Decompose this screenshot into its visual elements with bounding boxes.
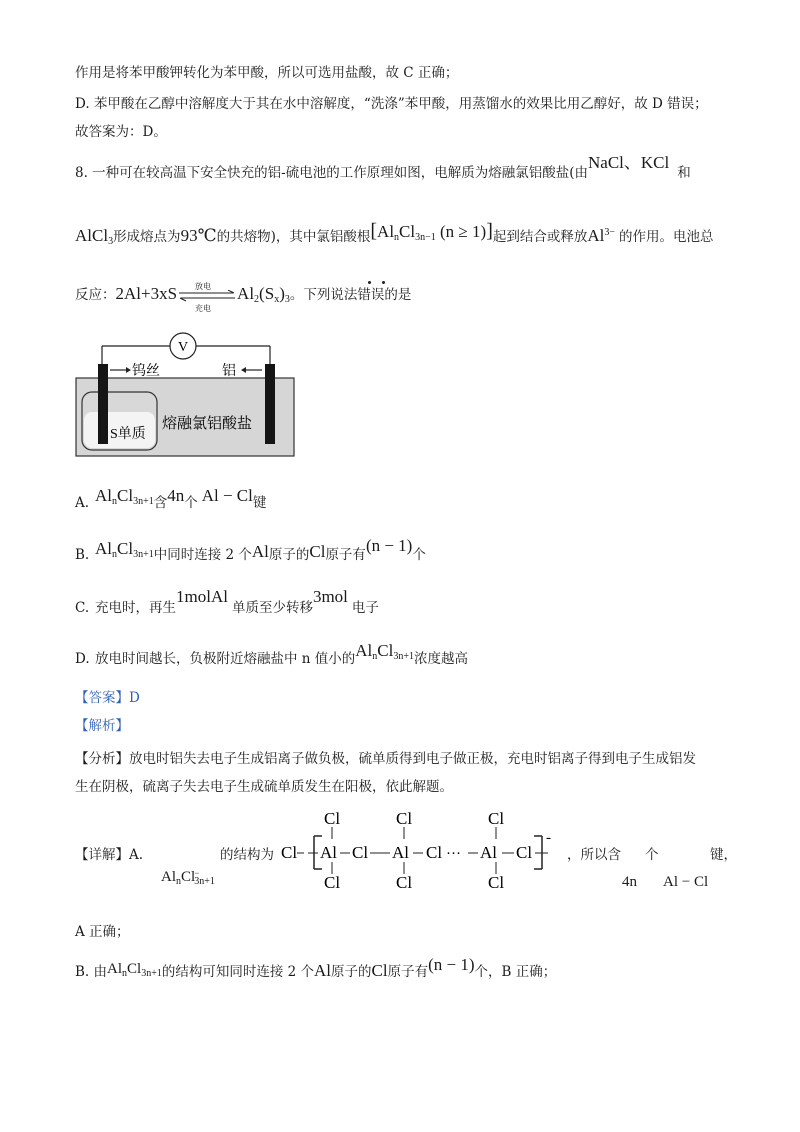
aluminum-label: 铝 <box>222 364 236 379</box>
question-8-line-2 <box>75 220 714 251</box>
rxn-charge-label: 充电 <box>195 303 212 313</box>
b-text-1: 的结构可知同时连接 2 个 <box>161 964 315 980</box>
ion-bracket-close: ] <box>486 220 493 242</box>
q8-text-i: 的是 <box>384 287 412 303</box>
q8-text-b: 形成熔点为 <box>113 229 181 245</box>
battery-diagram <box>72 330 312 460</box>
q8-text-f: 反应： <box>75 287 116 303</box>
detail-ge: 个 <box>645 847 659 863</box>
option-d-text-2: 浓度越高 <box>413 651 468 667</box>
option-b-formula: $Al_nCl_{3n+1}$ <box>95 539 154 560</box>
detail-count: 4n <box>622 874 637 890</box>
alcl3-formula: AlCl$_3$ <box>75 226 114 247</box>
arrow-head-right-icon <box>126 367 131 373</box>
q8-text-e: 的作用。电池总 <box>619 229 714 245</box>
option-d-text-1: 放电时间越长，负极附近熔融盐中 n 值小的 <box>95 651 356 667</box>
option-d[interactable] <box>75 641 468 673</box>
q8-text-g: 。下列说法 <box>289 287 358 303</box>
cl-bottom-2: Cl <box>396 873 413 892</box>
detail-text-1: 的结构为 <box>220 847 274 863</box>
detail-text-2: ，所以含 <box>567 847 621 863</box>
b-cl: Cl <box>371 961 388 980</box>
option-a-text-1: 含 <box>153 495 168 511</box>
cl-bridge-1: Cl <box>352 843 369 862</box>
q8-text-d: 起到结合或释放 <box>492 229 588 245</box>
al-1: Al <box>320 843 337 862</box>
emphasis-dots-2 <box>382 281 385 284</box>
b-formula: $Al_nCl_{3n+1}$ <box>107 961 162 979</box>
aluminum-electrode <box>265 364 275 444</box>
detail-bond: Al − Cl <box>663 874 709 890</box>
b-al: Al <box>314 961 332 980</box>
al3-ion: $Al^{3-}$ <box>587 226 615 245</box>
detail-jian: 键， <box>710 847 737 863</box>
b-text-0: B. 由 <box>75 964 108 980</box>
option-a-text-3: 键 <box>252 495 267 511</box>
option-a-count: 4n <box>167 486 185 505</box>
b-text-4: 个，B 正确； <box>474 964 557 980</box>
emphasis-dots <box>368 281 371 284</box>
detail-b-line <box>75 955 557 986</box>
cl-bottom-n: Cl <box>488 873 505 892</box>
option-a[interactable] <box>75 486 267 517</box>
option-b-label: B. <box>75 547 90 563</box>
cl-bottom-1: Cl <box>324 873 341 892</box>
q8-text-a: 8. 一种可在较高温下安全快充的铝-硫电池的工作原理如图，电解质为熔融氯铝酸盐(由 <box>75 165 588 181</box>
option-d-formula: $Al_nCl_{3n+1}$ <box>355 641 414 662</box>
sulfur-label: S单质 <box>110 427 146 442</box>
q8-emphasis-cuowu: 错误 <box>357 287 385 303</box>
option-a-label: A. <box>75 495 90 511</box>
option-c-text-2: 单质至少转移 <box>231 600 313 616</box>
option-c-electrons: 3mol <box>312 587 348 606</box>
option-c-text-3: 电子 <box>351 600 379 616</box>
charge-sign: - <box>546 830 551 846</box>
option-b-al: Al <box>251 542 269 561</box>
ion-formula: $Al_nCl_{3n-1}$ (n ≥ 1) <box>377 222 487 243</box>
text-line-1: 作用是将苯甲酸钾转化为苯甲酸，所以可选用盐酸，故 C 正确； <box>75 65 459 81</box>
option-b-text-1: 中同时连接 2 个 <box>153 547 252 563</box>
analysis-header: 【解析】 <box>75 718 129 734</box>
q8-text-c: 的共熔物)，其中氯铝酸根 <box>216 229 371 245</box>
voltmeter-label: V <box>177 340 189 355</box>
rxn-arrow <box>177 281 237 313</box>
option-b-cl: Cl <box>309 542 326 561</box>
option-b-text-3: 原子有 <box>325 547 366 563</box>
tungsten-label: 钨丝 <box>132 364 160 379</box>
answer-line: 【答案】D <box>75 690 140 706</box>
q8-and: 和 <box>677 165 691 181</box>
question-8-line-1 <box>75 153 691 182</box>
chloroaluminate-ion: [ <box>370 220 378 242</box>
option-c-text-1: 充电时，再生 <box>95 600 176 616</box>
cl-left-outer: Cl <box>281 843 298 862</box>
electrolyte-label: 熔融氯铝酸盐 <box>162 416 253 432</box>
option-b-text-2: 原子的 <box>268 547 310 563</box>
rxn-discharge-label: 放电 <box>195 281 212 291</box>
tungsten-electrode <box>98 364 108 444</box>
detail-formula: $Al_nCl^-_{3n+1}$ <box>161 868 215 887</box>
option-a-formula: $Al_nCl_{3n+1}$ <box>95 486 154 507</box>
al-n: Al <box>480 843 497 862</box>
ellipsis: ··· <box>446 846 461 862</box>
melting-point: 93℃ <box>180 226 217 245</box>
cl-bridge-2: Cl <box>426 843 443 862</box>
rxn-right: $Al_2(S_x)_3$ <box>237 284 290 305</box>
arrow-head-left-icon <box>241 367 246 373</box>
q8-salts: NaCl、KCl <box>588 153 670 172</box>
a-correct: A 正确； <box>75 924 130 940</box>
analysis-line-2: 生在阴极，硫离子失去电子生成硫单质发生在阳极，依此解题。 <box>75 779 453 795</box>
option-b[interactable] <box>75 536 426 569</box>
option-b-text-4: 个 <box>412 547 426 563</box>
option-c-label: C. <box>75 600 90 616</box>
b-text-2: 原子的 <box>331 964 372 980</box>
option-a-bond: Al − Cl <box>201 486 253 505</box>
option-b-count: (n − 1) <box>365 536 413 555</box>
option-a-text-2: 个 <box>184 495 198 511</box>
detail-label: 【详解】A. <box>75 847 144 863</box>
analysis-line-1: 【分析】放电时铝失去电子生成铝离子做负极，硫单质得到电子做正极，充电时铝离子得到电子生成铝发 <box>75 751 696 767</box>
b-text-3: 原子有 <box>387 964 429 980</box>
cl-top-2: Cl <box>396 809 413 828</box>
option-d-label: D. <box>75 651 90 667</box>
option-c-amount: 1molAl <box>176 587 228 606</box>
text-line-2: D. 苯甲酸在乙醇中溶解度大于其在水中溶解度，“洗涤”苯甲酸，用蒸馏水的效果比用乙醇好，故 D 错误； <box>75 96 708 112</box>
cl-right-outer: Cl <box>516 843 533 862</box>
question-8-line-3 <box>75 281 412 313</box>
rxn-left: 2Al+3xS <box>115 284 178 303</box>
al-2: Al <box>392 843 409 862</box>
chloroaluminate-structure <box>280 806 570 896</box>
cl-top-n: Cl <box>488 809 505 828</box>
option-c[interactable] <box>75 587 379 617</box>
cl-top-1: Cl <box>324 809 341 828</box>
b-count: (n − 1) <box>428 955 475 974</box>
text-line-3: 故答案为：D。 <box>75 124 167 140</box>
